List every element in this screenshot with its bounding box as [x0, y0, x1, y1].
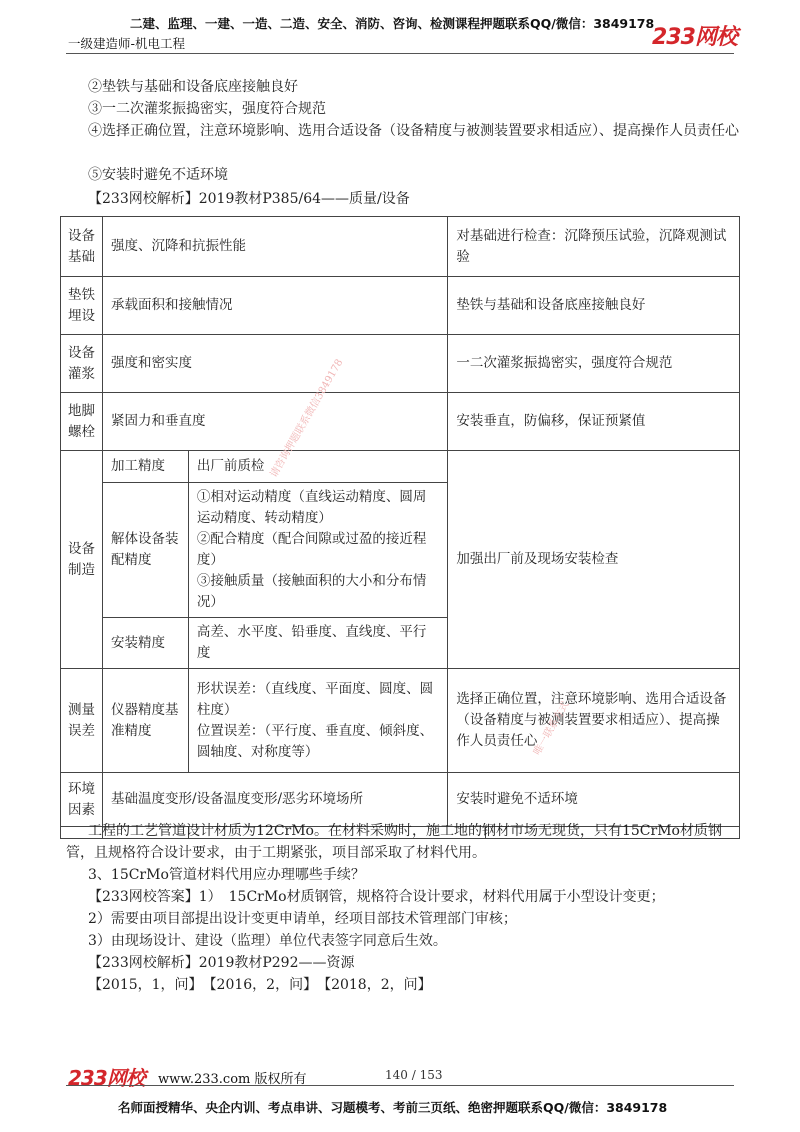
table-cell: 安装垂直，防偏移，保证预紧值: [448, 393, 740, 451]
table-cell: 承载面积和接触情况: [102, 277, 447, 335]
table-cell: 仪器精度基准精度: [102, 669, 188, 773]
footer-divider: [66, 1085, 734, 1086]
row-header: 环境因素: [61, 773, 103, 827]
exam-year-tags: 【2015，1，问】 【2016，2，问】 【2018，2，问】: [88, 977, 432, 993]
footer-logo: 233网校: [68, 1066, 145, 1090]
table-cell: 强度和密实度: [102, 335, 447, 393]
header-subject: 一级建造师-机电工程: [68, 36, 186, 51]
question-3: 3、15CrMo管道材料代用应办理哪些手续？: [88, 867, 365, 883]
table-cell: [188, 483, 448, 618]
table-row: [61, 451, 740, 483]
analysis-reference: 【233网校解析】2019教材P385/64——质量/设备: [88, 191, 410, 207]
cell-line: ③接触质量（接触面积的大小和分布情况）: [196, 573, 427, 610]
table-cell: 加工精度: [102, 451, 188, 483]
table-cell: 高差、水平度、铅垂度、直线度、平行度: [188, 618, 448, 669]
table-row: [61, 393, 740, 451]
row-header: 设备基础: [61, 217, 103, 277]
table-cell: 选择正确位置，注意环境影响、选用合适设备（设备精度与被测装置要求相适应）、提高操作人员责任心: [448, 669, 740, 773]
table-row: [61, 217, 740, 277]
table-cell: 安装时避免不适环境: [448, 773, 740, 827]
analysis-reference: 【233网校解析】2019教材P292——资源: [88, 955, 355, 971]
row-header: 地脚螺栓: [61, 393, 103, 451]
row-header: 设备制造: [61, 451, 103, 669]
watermark-text: 请咨询押题联系微信3849178: [268, 357, 346, 480]
row-header: 垫铁埋设: [61, 277, 103, 335]
answer-item-3: ③一二次灌浆振捣密实，强度符合规范: [88, 101, 326, 117]
table-row: [61, 335, 740, 393]
table-cell: 安装精度: [102, 618, 188, 669]
footer-site: www.233.com 版权所有: [158, 1072, 307, 1087]
table-cell: 垫铁与基础和设备底座接触良好: [448, 277, 740, 335]
answer-line-1: 【233网校答案】1） 15CrMo材质钢管，规格符合设计要求，材料代用属于小型设计变更；: [88, 889, 665, 905]
answer-item-4: ④选择正确位置，注意环境影响、选用合适设备（设备精度与被测装置要求相适应）、提高操作人员责任心: [88, 123, 739, 139]
answer-item-5: ⑤安装时避免不适环境: [88, 167, 228, 183]
answer-line-3: 3）由现场设计、建设（监理）单位代表签字同意后生效。: [88, 933, 447, 949]
table-cell: [188, 669, 448, 773]
table-cell: 紧固力和垂直度: [102, 393, 447, 451]
answer-item-2: ②垫铁与基础和设备底座接触良好: [88, 79, 298, 95]
table-cell: 解体设备装配精度: [102, 483, 188, 618]
page-number: 140 / 153: [385, 1068, 443, 1082]
table-cell: 加强出厂前及现场安装检查: [448, 451, 740, 669]
row-header: 设备灌浆: [61, 335, 103, 393]
header-contact-line: 二建、监理、一建、一造、二造、安全、消防、咨询、检测课程押题联系QQ/微信：3849178: [130, 16, 655, 31]
cell-line: ①相对运动精度（直线运动精度、圆周运动精度、转动精度）: [196, 489, 427, 526]
brand-logo: 233网校: [652, 25, 737, 50]
table-cell: 强度、沉降和抗振性能: [102, 217, 447, 277]
quality-factors-table: [60, 216, 740, 839]
cell-line: 形状误差：（直线度、平面度、圆度、圆柱度）: [196, 680, 434, 718]
table-row: [61, 277, 740, 335]
watermark-text: 唯一联系方式: [531, 699, 572, 758]
table-cell: 一二次灌浆振捣密实，强度符合规范: [448, 335, 740, 393]
case-description: 工程的工艺管道设计材质为12CrMo。在材料采购时，施工地的钢材市场无现货，只有15CrMo材质钢管，且规格符合设计要求，由于工期紧张，项目部采取了材料代用。: [66, 823, 722, 861]
cell-line: 位置误差：（平行度、垂直度、倾斜度、圆轴度、对称度等）: [196, 722, 434, 760]
table-cell: 对基础进行检查：沉降预压试验，沉降观测试验: [448, 217, 740, 277]
row-header: 测量误差: [61, 669, 103, 773]
footer-contact-line: 名师面授精华、央企内训、考点串讲、习题模考、考前三页纸、绝密押题联系QQ/微信：3849178: [118, 1100, 668, 1115]
cell-line: ②配合精度（配合间隙或过盈的接近程度）: [196, 531, 427, 568]
table-cell: 基础温度变形/设备温度变形/恶劣环境场所: [102, 773, 447, 827]
answer-line-2: 2）需要由项目部提出设计变更申请单，经项目部技术管理部门审核；: [88, 911, 517, 927]
table-row: [61, 773, 740, 827]
header-divider: [66, 53, 734, 54]
table-cell: 出厂前质检: [188, 451, 448, 483]
table-row: [61, 669, 740, 773]
